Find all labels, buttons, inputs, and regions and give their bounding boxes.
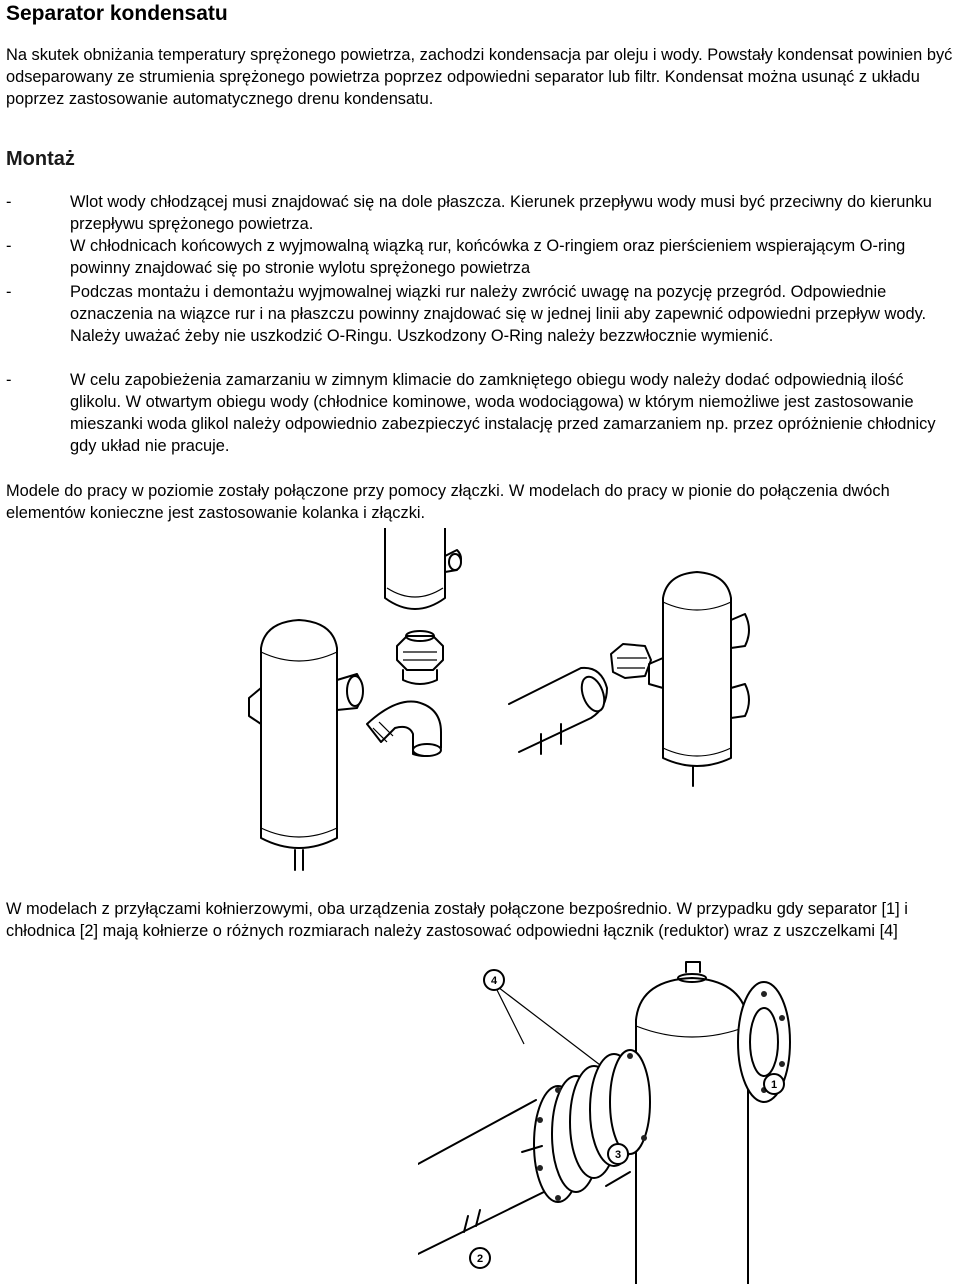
svg-text:3: 3: [614, 1149, 622, 1161]
bullet-dash: -: [6, 237, 12, 255]
list-item: [6, 369, 958, 457]
section-title: Montaż: [6, 148, 75, 170]
intro-paragraph: Na skutek obniżania temperatury sprężonego powietrza, zachodzi kondensacja par oleju i wody. Powstały kondensat powinien być odseparowany ze strumienia sprężonego powietrza poprzez odpowiedni separator lub filtr. Kondensat można usunąć z układu poprzez zastosowanie automatycznego drenu kondensatu.: [6, 46, 953, 108]
callout-3: [608, 1144, 628, 1164]
svg-text:2: 2: [476, 1253, 484, 1265]
bullet-dash: -: [6, 193, 12, 211]
bullet-text: Podczas montażu i demontażu wyjmowalnej wiązki rur należy zwrócić uwagę na pozycję przegród. Odpowiednie oznaczenia na wiązce rur i na płaszczu powinny znajdować się w jednej linii aby zapewnić odpowiedni przepływ wody. Należy uważać żeby nie uszkodzić O-Ringu. Uszkodzony O-Ring należy bezzwłocznie wymienić.: [70, 283, 927, 345]
svg-text:4: 4: [490, 975, 498, 987]
connection-illustration: [245, 528, 765, 880]
bullet-text: Wlot wody chłodzącej musi znajdować się na dole płaszcza. Kierunek przepływu wody musi być przeciwny do kierunku przepływu sprężonego powietrza.: [70, 193, 932, 233]
bullet-dash: -: [6, 283, 12, 301]
list-item: [6, 191, 958, 235]
page-title: Separator kondensatu: [6, 2, 228, 25]
callout-4: [484, 970, 504, 990]
callout-1: [764, 1074, 784, 1094]
svg-text:1: 1: [770, 1079, 778, 1091]
models-paragraph: Modele do pracy w poziomie zostały połączone przy pomocy złączki. W modelach do pracy w pionie do połączenia dwóch elementów konieczne jest zastosowanie kolanka i złączki.: [6, 482, 890, 522]
flange-connection-illustration: [418, 958, 958, 1284]
list-item: [6, 235, 958, 279]
flange-paragraph: W modelach z przyłączami kołnierzowymi, oba urządzenia zostały połączone bezpośrednio. W przypadku gdy separator [1] i chłodnica [2] mają kołnierze o różnych rozmiarach należy zastosować odpowiedni łącznik (reduktor) wraz z uszczelkami [4]: [6, 900, 908, 940]
bullet-dash: -: [6, 371, 12, 389]
bullet-text: W celu zapobieżenia zamarzaniu w zimnym klimacie do zamkniętego obiegu wody należy dodać odpowiednią ilość glikolu. W otwartym obiegu wody (chłodnice kominowe, woda wodociągowa) w którym niemożliwe jest zastosowanie mieszanki woda glikol należy odpowiednio zabezpieczyć instalację przed zamarzaniem np. przez opróżnienie chłodnicy gdy układ nie pracuje.: [70, 371, 936, 455]
bullet-text: W chłodnicach końcowych z wyjmowalną wiązką rur, końcówka z O-ringiem oraz pierścieniem wspierającym O-ring powinny znajdować się po stronie wylotu sprężonego powietrza: [70, 237, 906, 277]
callout-2: [470, 1248, 490, 1268]
list-item: [6, 281, 958, 347]
